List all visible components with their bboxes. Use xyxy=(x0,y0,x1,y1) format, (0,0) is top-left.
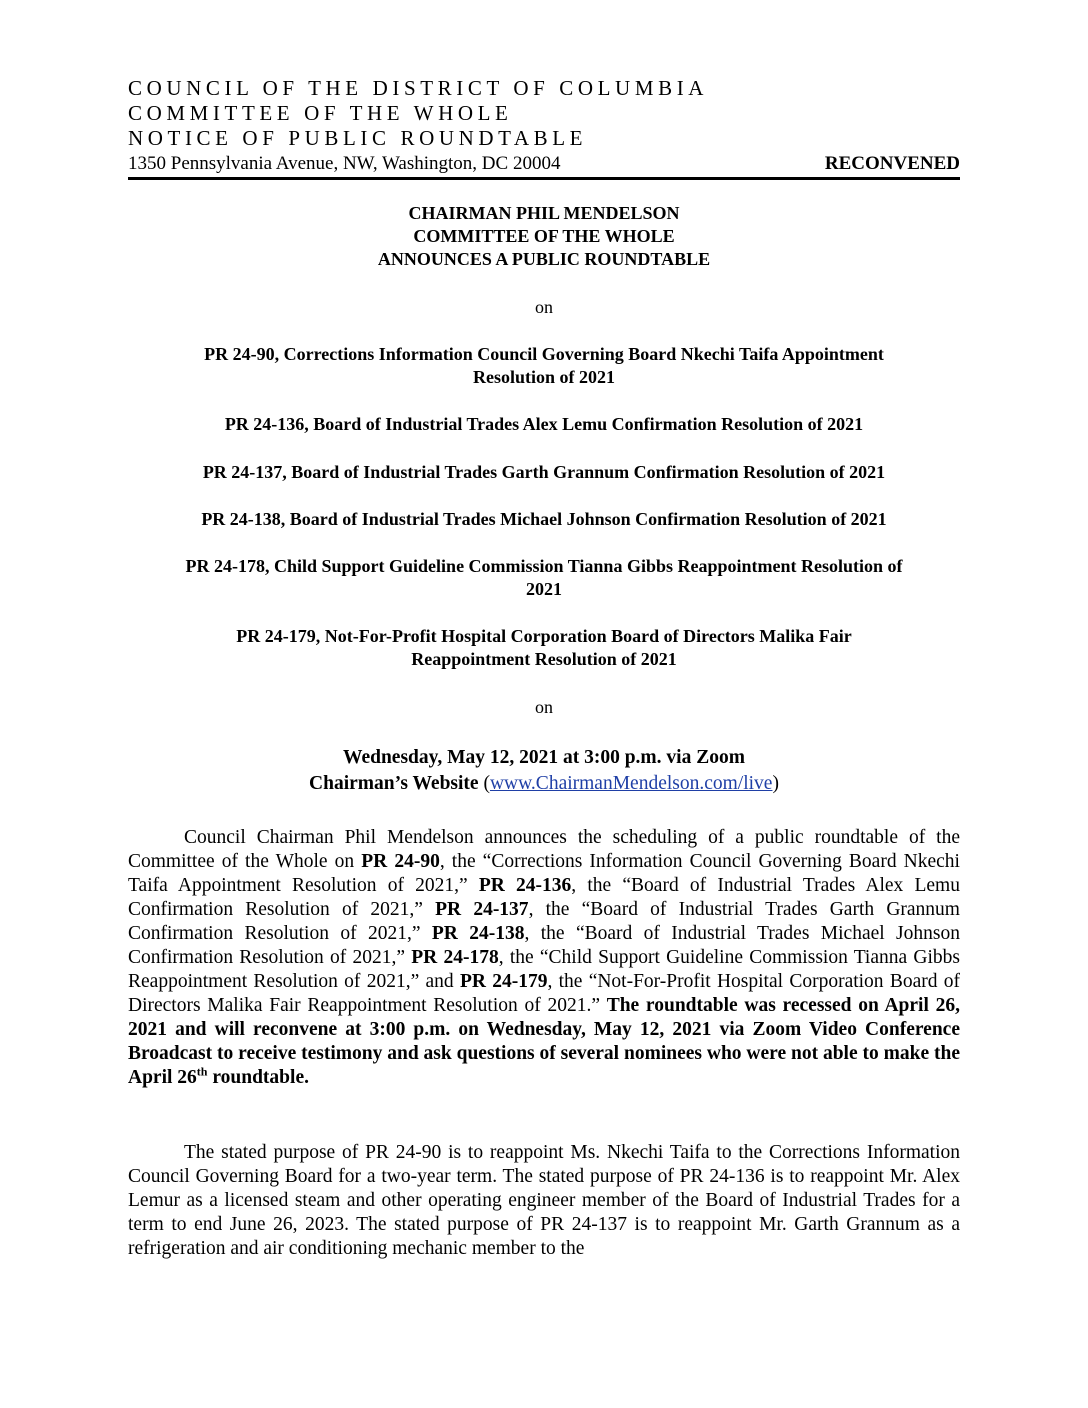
announce-line-1: CHAIRMAN PHIL MENDELSON xyxy=(408,203,680,223)
council-heading: COUNCIL OF THE DISTRICT OF COLUMBIA xyxy=(128,76,709,100)
resolution-line: PR 24-136, Board of Industrial Trades Alex Lemu Confirmation Resolution of 2021 xyxy=(224,414,864,434)
website-label: Chairman’s Website xyxy=(309,773,479,794)
resolution-line: PR 24-137, Board of Industrial Trades Garth Grannum Confirmation Resolution of 2021 xyxy=(202,462,886,482)
website-line xyxy=(128,771,960,797)
resolution-line: 2021 xyxy=(526,579,562,599)
resolution-item xyxy=(128,508,960,531)
resolution-line: PR 24-179, Not-For-Profit Hospital Corporation Board of Directors Malika Fair xyxy=(236,626,852,646)
paren-open: ( xyxy=(483,773,490,794)
resolution-line: Resolution of 2021 xyxy=(472,367,615,387)
recess-notice: The roundtable was recessed on April 26, 2021 and will reconvene at 3:00 p.m. on Wednesday, May 12, 2021 via Zoom Video Conference Broadcast to receive testimony and ask questions of several nominees who were not able to make the April 26th roundtable. xyxy=(128,995,960,1088)
intro-paragraph: Council Chairman Phil Mendelson announces the scheduling of a public roundtable of the Committee of the Whole on PR 24-90, the “Corrections Information Council Governing Board Nkechi Taifa Appointment Resolution of 2021,” PR 24-136, the “Board of Industrial Trades Alex Lemu Confirmation Resolution of 2021,” PR 24-137, the “Board of Industrial Trades Garth Grannum Confirmation Resolution of 2021,” PR 24-138, the “Board of Industrial Trades Michael Johnson Confirmation Resolution of 2021,” PR 24-178, the “Child Support Guideline Commission Tianna Gibbs Reappointment Resolution of 2021,” and PR 24-179, the “Not-For-Profit Hospital Corporation Board of Directors Malika Fair Reappointment Resolution of 2021.” The roundtable was recessed on April 26, 2021 and will reconvene at 3:00 p.m. on Wednesday, May 12, 2021 via Zoom Video Conference Broadcast to receive testimony and ask questions of several nominees who were not able to make the April 26th roundtable. xyxy=(128,827,960,1088)
resolution-item xyxy=(128,343,960,389)
resolution-item xyxy=(128,461,960,484)
notice-heading: NOTICE OF PUBLIC ROUNDTABLE xyxy=(128,126,588,150)
resolution-line: PR 24-178, Child Support Guideline Commission Tianna Gibbs Reappointment Resolution of xyxy=(185,556,903,576)
resolution-item xyxy=(128,413,960,436)
masthead xyxy=(128,76,960,180)
resolution-line: PR 24-90, Corrections Information Council Governing Board Nkechi Taifa Appointment xyxy=(204,344,884,364)
website-link[interactable]: www.ChairmanMendelson.com/live xyxy=(489,773,773,794)
resolution-line: Reappointment Resolution of 2021 xyxy=(411,649,677,669)
purpose-paragraph: The stated purpose of PR 24-90 is to reappoint Ms. Nkechi Taifa to the Corrections Information Council Governing Board for a two-year term. The stated purpose of PR 24-136 is to reappoint Mr. Alex Lemur as a licensed steam and other operating engineer member of the Board of Industrial Trades for a term to end June 26, 2023. The stated purpose of PR 24-137 is to reappoint Mr. Garth Grannum as a refrigeration and air conditioning mechanic member to the xyxy=(128,1142,960,1259)
meeting-datetime: Wednesday, May 12, 2021 at 3:00 p.m. via Zoom xyxy=(343,747,745,768)
address-row xyxy=(128,151,960,180)
meeting-info xyxy=(128,745,960,797)
on-separator: on xyxy=(535,297,553,317)
committee-heading: COMMITTEE OF THE WHOLE xyxy=(128,101,513,125)
paren-close: ) xyxy=(772,773,779,794)
announcement-block xyxy=(128,202,960,271)
announce-line-2: COMMITTEE OF THE WHOLE xyxy=(413,226,675,246)
status-label: RECONVENED xyxy=(824,153,960,174)
address: 1350 Pennsylvania Avenue, NW, Washington, DC 20004 xyxy=(128,153,561,174)
resolution-item xyxy=(128,555,960,601)
resolution-item xyxy=(128,625,960,671)
announce-line-3: ANNOUNCES A PUBLIC ROUNDTABLE xyxy=(377,249,711,269)
resolution-line: PR 24-138, Board of Industrial Trades Michael Johnson Confirmation Resolution of 2021 xyxy=(201,509,887,529)
on-separator: on xyxy=(535,697,553,717)
